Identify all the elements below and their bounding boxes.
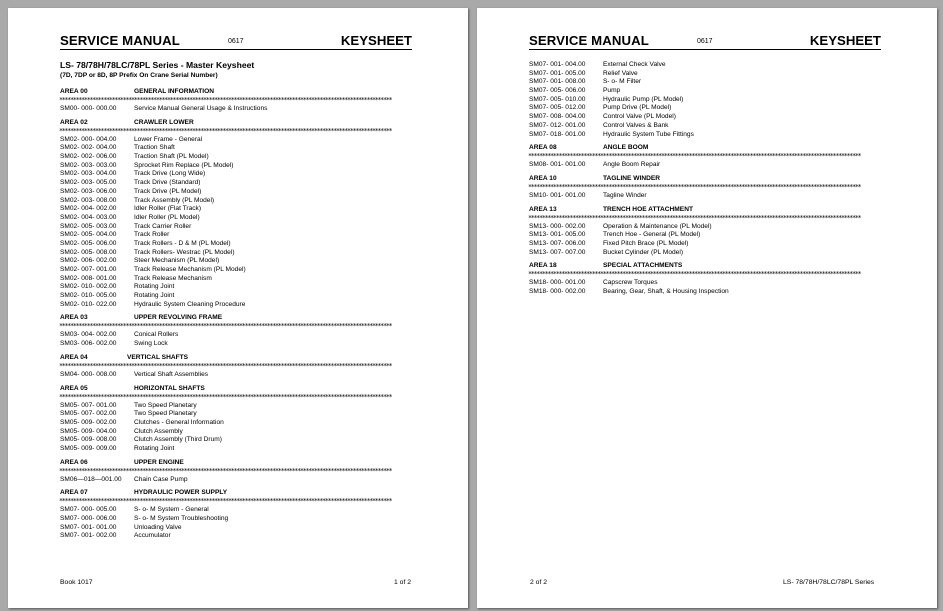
area-title: VERTICAL SHAFTS bbox=[127, 353, 189, 361]
area-section bbox=[59, 459, 413, 485]
separator-line: ************************************************************************************************************************ bbox=[528, 214, 861, 221]
item-description: Hydraulic System Cleaning Procedure bbox=[134, 300, 246, 308]
item-code: SM05- 007- 002.00 bbox=[60, 410, 117, 418]
item-code: SM07- 008- 004.00 bbox=[529, 113, 586, 121]
item-code: SM02- 003- 004.00 bbox=[60, 170, 117, 178]
separator-line: ************************************************************************************************************************ bbox=[528, 153, 861, 160]
list-item bbox=[528, 113, 882, 122]
area-number: AREA 00 bbox=[60, 88, 88, 95]
item-description: Unloading Valve bbox=[134, 523, 182, 531]
list-item bbox=[528, 231, 882, 240]
list-item bbox=[528, 249, 882, 258]
item-description: Idler Roller (PL Model) bbox=[134, 213, 200, 221]
item-description: Track Drive (Long Wide) bbox=[134, 170, 206, 178]
list-item bbox=[528, 61, 882, 70]
list-item bbox=[59, 240, 413, 249]
list-item bbox=[59, 476, 413, 485]
item-description: Lower Frame - General bbox=[134, 135, 203, 143]
item-code: SM02- 000- 004.00 bbox=[60, 135, 117, 143]
separator-line: ************************************************************************************************************************ bbox=[59, 498, 392, 505]
item-description: Capscrew Torques bbox=[603, 279, 658, 287]
area-heading bbox=[59, 88, 413, 97]
area-title: CRAWLER LOWER bbox=[134, 118, 194, 126]
list-item bbox=[59, 428, 413, 437]
list-item bbox=[59, 266, 413, 275]
area-heading bbox=[528, 175, 882, 184]
item-code: SM07- 000- 006.00 bbox=[60, 515, 117, 522]
list-item bbox=[59, 170, 413, 179]
item-description: Clutches - General Information bbox=[134, 418, 224, 426]
area-number: AREA 10 bbox=[529, 174, 557, 182]
footer-right: 1 of 2 bbox=[394, 579, 412, 586]
item-description: Bearing, Gear, Shaft, & Housing Inspection bbox=[603, 288, 729, 295]
area-title: TAGLINE WINDER bbox=[603, 174, 661, 182]
item-code: SM18- 000- 002.00 bbox=[529, 288, 586, 295]
item-code: SM02- 010- 022.00 bbox=[60, 300, 117, 308]
keysheet-list bbox=[528, 61, 882, 297]
separator-line: ************************************************************************************************************************ bbox=[528, 183, 861, 190]
item-description: Accumulator bbox=[134, 532, 171, 540]
area-heading bbox=[59, 119, 413, 128]
list-item bbox=[59, 205, 413, 214]
page-1 bbox=[8, 8, 468, 608]
list-item bbox=[59, 105, 413, 114]
item-description: Traction Shaft (PL Model) bbox=[134, 153, 209, 161]
item-description: Track Carrier Roller bbox=[134, 222, 192, 230]
area-heading bbox=[59, 385, 413, 394]
list-item bbox=[528, 131, 882, 140]
list-item bbox=[59, 371, 413, 380]
item-description: Rotating Joint bbox=[134, 292, 175, 300]
list-item bbox=[59, 506, 413, 515]
area-section bbox=[59, 88, 413, 114]
area-title: GENERAL INFORMATION bbox=[134, 88, 214, 95]
area-number: AREA 18 bbox=[529, 262, 557, 270]
list-item bbox=[59, 162, 413, 171]
footer-left: 2 of 2 bbox=[530, 579, 548, 586]
list-item bbox=[528, 122, 882, 131]
area-title: SPECIAL ATTACHMENTS bbox=[603, 262, 683, 270]
area-title: HORIZONTAL SHAFTS bbox=[134, 384, 205, 392]
separator-line: ************************************************************************************************************************ bbox=[528, 271, 861, 278]
item-code: SM02- 010- 005.00 bbox=[60, 292, 117, 300]
item-description: S- o- M System - General bbox=[134, 506, 209, 514]
area-section bbox=[528, 262, 882, 296]
item-description: Fixed Pitch Brace (PL Model) bbox=[603, 239, 689, 247]
page-header bbox=[529, 33, 881, 50]
area-section bbox=[528, 206, 882, 258]
item-description: Control Valve (PL Model) bbox=[603, 113, 676, 121]
item-code: SM07- 001- 002.00 bbox=[60, 532, 117, 540]
list-item bbox=[59, 275, 413, 284]
item-description: Pump Drive (PL Model) bbox=[603, 104, 672, 112]
item-code: SM02- 003- 006.00 bbox=[60, 187, 117, 195]
area-heading bbox=[59, 354, 413, 363]
item-code: SM02- 005- 006.00 bbox=[60, 239, 117, 247]
item-code: SM07- 005- 010.00 bbox=[529, 95, 586, 103]
list-item bbox=[59, 283, 413, 292]
header-code: 0617 bbox=[228, 38, 244, 45]
item-description: Two Speed Planetary bbox=[134, 401, 197, 409]
item-code: SM02- 003- 008.00 bbox=[60, 196, 117, 204]
item-description: Tagline Winder bbox=[603, 191, 647, 199]
item-description: Control Valves & Bank bbox=[603, 121, 669, 129]
area-section bbox=[59, 314, 413, 348]
item-code: SM13- 007- 006.00 bbox=[529, 239, 586, 247]
area-section bbox=[59, 489, 413, 541]
item-description: Clutch Assembly bbox=[134, 427, 183, 435]
item-code: SM07- 001- 005.00 bbox=[529, 69, 586, 77]
item-code: SM02- 002- 006.00 bbox=[60, 153, 117, 161]
item-code: SM02- 005- 004.00 bbox=[60, 231, 117, 239]
item-description: Steer Mechanism (PL Model) bbox=[134, 257, 220, 265]
item-description: Track Drive (Standard) bbox=[134, 179, 201, 187]
item-description: Conical Rollers bbox=[134, 331, 179, 339]
item-code: SM02- 005- 003.00 bbox=[60, 222, 117, 230]
separator-line: ************************************************************************************************************************ bbox=[59, 362, 392, 369]
item-description: Bucket Cylinder (PL Model) bbox=[603, 248, 684, 256]
area-title: TRENCH HOE ATTACHMENT bbox=[603, 205, 693, 213]
area-title: UPPER REVOLVING FRAME bbox=[134, 314, 223, 322]
doc-title: LS- 78/78H/78LC/78PL Series - Master Keysheet bbox=[60, 60, 255, 70]
item-description: Track Roller bbox=[134, 231, 170, 239]
item-code: SM02- 004- 002.00 bbox=[60, 205, 117, 213]
item-code: SM07- 001- 004.00 bbox=[529, 61, 586, 68]
area-heading bbox=[59, 489, 413, 498]
item-description: Traction Shaft bbox=[134, 144, 175, 152]
area-heading bbox=[528, 206, 882, 215]
item-code: SM07- 001- 008.00 bbox=[529, 78, 586, 86]
item-description: Chain Case Pump bbox=[134, 475, 188, 483]
item-description: S- o- M Filter bbox=[603, 78, 642, 86]
item-code: SM13- 007- 007.00 bbox=[529, 248, 586, 256]
item-code: SM08- 001- 001.00 bbox=[529, 161, 586, 169]
area-title: HYDRAULIC POWER SUPPLY bbox=[134, 489, 228, 497]
item-description: Vertical Shaft Assemblies bbox=[134, 370, 209, 378]
item-code: SM02- 005- 008.00 bbox=[60, 248, 117, 256]
item-description: Pump bbox=[603, 87, 621, 95]
item-code: SM07- 005- 006.00 bbox=[529, 87, 586, 95]
list-item bbox=[59, 214, 413, 223]
item-code: SM18- 000- 001.00 bbox=[529, 279, 586, 287]
item-code: SM05- 009- 004.00 bbox=[60, 427, 117, 435]
item-code: SM07- 001- 001.00 bbox=[60, 523, 117, 531]
header-keysheet: KEYSHEET bbox=[340, 33, 412, 48]
item-code: SM05- 009- 008.00 bbox=[60, 436, 117, 444]
item-code: SM02- 008- 001.00 bbox=[60, 274, 117, 282]
page-2 bbox=[477, 8, 937, 608]
item-code: SM07- 012- 001.00 bbox=[529, 121, 586, 129]
item-code: SM10- 001- 001.00 bbox=[529, 191, 586, 199]
item-code: SM02- 003- 005.00 bbox=[60, 179, 117, 187]
item-description: Track Assembly (PL Model) bbox=[134, 196, 215, 204]
list-item bbox=[528, 104, 882, 113]
list-item bbox=[59, 144, 413, 153]
item-description: Service Manual General Usage & Instructions bbox=[134, 105, 268, 112]
area-title: ANGLE BOOM bbox=[603, 144, 649, 152]
area-heading bbox=[59, 459, 413, 468]
list-item bbox=[528, 87, 882, 96]
item-code: SM02- 007- 001.00 bbox=[60, 266, 117, 273]
item-description: Idler Roller (Flat Track) bbox=[134, 205, 202, 213]
list-item bbox=[59, 197, 413, 206]
list-item bbox=[59, 524, 413, 533]
item-description: Track Drive (PL Model) bbox=[134, 187, 202, 195]
item-code: SM03- 004- 002.00 bbox=[60, 331, 117, 339]
separator-line: ************************************************************************************************************************ bbox=[59, 97, 392, 103]
item-description: Angle Boom Repair bbox=[603, 161, 661, 169]
area-section bbox=[59, 354, 413, 380]
page-header bbox=[60, 33, 412, 50]
item-description: Relief Valve bbox=[603, 69, 638, 77]
separator-line: ************************************************************************************************************************ bbox=[59, 393, 392, 400]
item-description: External Check Valve bbox=[603, 61, 666, 68]
item-description: Sprocket Rim Replace (PL Model) bbox=[134, 161, 234, 169]
area-section bbox=[528, 175, 882, 201]
list-item bbox=[59, 410, 413, 419]
separator-line: ************************************************************************************************************************ bbox=[59, 467, 392, 474]
item-code: SM05- 009- 009.00 bbox=[60, 444, 117, 452]
list-item bbox=[59, 136, 413, 145]
list-item bbox=[59, 331, 413, 340]
header-keysheet: KEYSHEET bbox=[809, 33, 881, 48]
area-section bbox=[59, 119, 413, 310]
area-heading bbox=[528, 262, 882, 271]
list-item bbox=[59, 223, 413, 232]
separator-line: ************************************************************************************************************************ bbox=[59, 323, 392, 330]
list-item bbox=[59, 532, 413, 541]
item-code: SM02- 006- 002.00 bbox=[60, 257, 117, 265]
list-item bbox=[528, 279, 882, 288]
item-description: Trench Hoe - General (PL Model) bbox=[603, 231, 701, 239]
area-section bbox=[528, 144, 882, 170]
list-item bbox=[528, 70, 882, 79]
item-code: SM02- 002- 004.00 bbox=[60, 144, 117, 152]
list-item bbox=[59, 301, 413, 310]
area-number: AREA 13 bbox=[529, 205, 557, 213]
area-number: AREA 05 bbox=[60, 384, 88, 392]
item-code: SM03- 006- 002.00 bbox=[60, 340, 117, 348]
item-description: Track Release Mechanism bbox=[134, 274, 212, 282]
list-item bbox=[528, 96, 882, 105]
list-item bbox=[528, 223, 882, 232]
item-description: S- o- M System Troubleshooting bbox=[134, 515, 229, 522]
item-code: SM07- 000- 005.00 bbox=[60, 506, 117, 514]
doc-subtitle: (7D, 7DP or 8D, 8P Prefix On Crane Serial Number) bbox=[60, 72, 218, 79]
area-number: AREA 06 bbox=[60, 458, 88, 466]
footer-right: LS- 78/78H/78LC/78PL Series bbox=[783, 579, 875, 586]
item-description: Hydraulic Pump (PL Model) bbox=[603, 95, 684, 103]
area-heading bbox=[59, 314, 413, 323]
list-item bbox=[59, 257, 413, 266]
item-description: Track Rollers - D & M (PL Model) bbox=[134, 239, 231, 247]
list-item bbox=[528, 240, 882, 249]
item-code: SM07- 005- 012.00 bbox=[529, 104, 586, 112]
list-item bbox=[59, 515, 413, 524]
item-code: SM13- 000- 002.00 bbox=[529, 222, 586, 230]
list-item bbox=[59, 419, 413, 428]
footer-left: Book 1017 bbox=[60, 579, 93, 586]
item-description: Rotating Joint bbox=[134, 444, 175, 452]
item-code: SM00- 000- 000.00 bbox=[60, 105, 117, 112]
item-description: Rotating Joint bbox=[134, 283, 175, 291]
list-item bbox=[59, 188, 413, 197]
header-title: SERVICE MANUAL bbox=[60, 33, 180, 48]
area-number: AREA 07 bbox=[60, 489, 88, 497]
list-item bbox=[528, 288, 882, 297]
item-description: Track Release Mechanism (PL Model) bbox=[134, 266, 246, 273]
list-item bbox=[59, 340, 413, 349]
item-description: Clutch Assembly (Third Drum) bbox=[134, 436, 222, 444]
item-description: Hydraulic System Tube Fittings bbox=[603, 130, 694, 138]
list-item bbox=[59, 231, 413, 240]
item-code: SM07- 018- 001.00 bbox=[529, 130, 586, 138]
area-number: AREA 04 bbox=[60, 353, 88, 361]
list-item bbox=[528, 78, 882, 87]
list-item bbox=[59, 249, 413, 258]
item-code: SM05- 009- 002.00 bbox=[60, 418, 117, 426]
item-description: Swing Lock bbox=[134, 340, 168, 348]
item-code: SM05- 007- 001.00 bbox=[60, 401, 117, 409]
header-title: SERVICE MANUAL bbox=[529, 33, 649, 48]
list-item bbox=[59, 179, 413, 188]
list-item bbox=[528, 192, 882, 201]
area-number: AREA 02 bbox=[60, 118, 88, 126]
header-code: 0617 bbox=[697, 38, 713, 45]
area-number: AREA 08 bbox=[529, 144, 557, 152]
item-code: SM13- 001- 005.00 bbox=[529, 231, 586, 239]
area-number: AREA 03 bbox=[60, 314, 88, 322]
area-heading bbox=[528, 144, 882, 153]
list-item bbox=[59, 436, 413, 445]
item-code: SM06—018—001.00 bbox=[60, 475, 122, 483]
item-code: SM02- 004- 003.00 bbox=[60, 213, 117, 221]
list-item bbox=[59, 402, 413, 411]
item-description: Track Rollers- Westrac (PL Model) bbox=[134, 248, 235, 256]
list-item bbox=[59, 445, 413, 454]
area-title: UPPER ENGINE bbox=[134, 458, 184, 466]
item-description: Operation & Maintenance (PL Model) bbox=[603, 222, 712, 230]
keysheet-list bbox=[59, 88, 413, 541]
item-code: SM02- 003- 003.00 bbox=[60, 161, 117, 169]
item-code: SM04- 000- 008.00 bbox=[60, 370, 117, 378]
list-item bbox=[59, 292, 413, 301]
separator-line: ************************************************************************************************************************ bbox=[59, 127, 392, 134]
list-item bbox=[59, 153, 413, 162]
item-code: SM02- 010- 002.00 bbox=[60, 283, 117, 291]
item-description: Two Speed Planetary bbox=[134, 410, 197, 418]
area-section bbox=[59, 385, 413, 454]
list-item bbox=[528, 161, 882, 170]
